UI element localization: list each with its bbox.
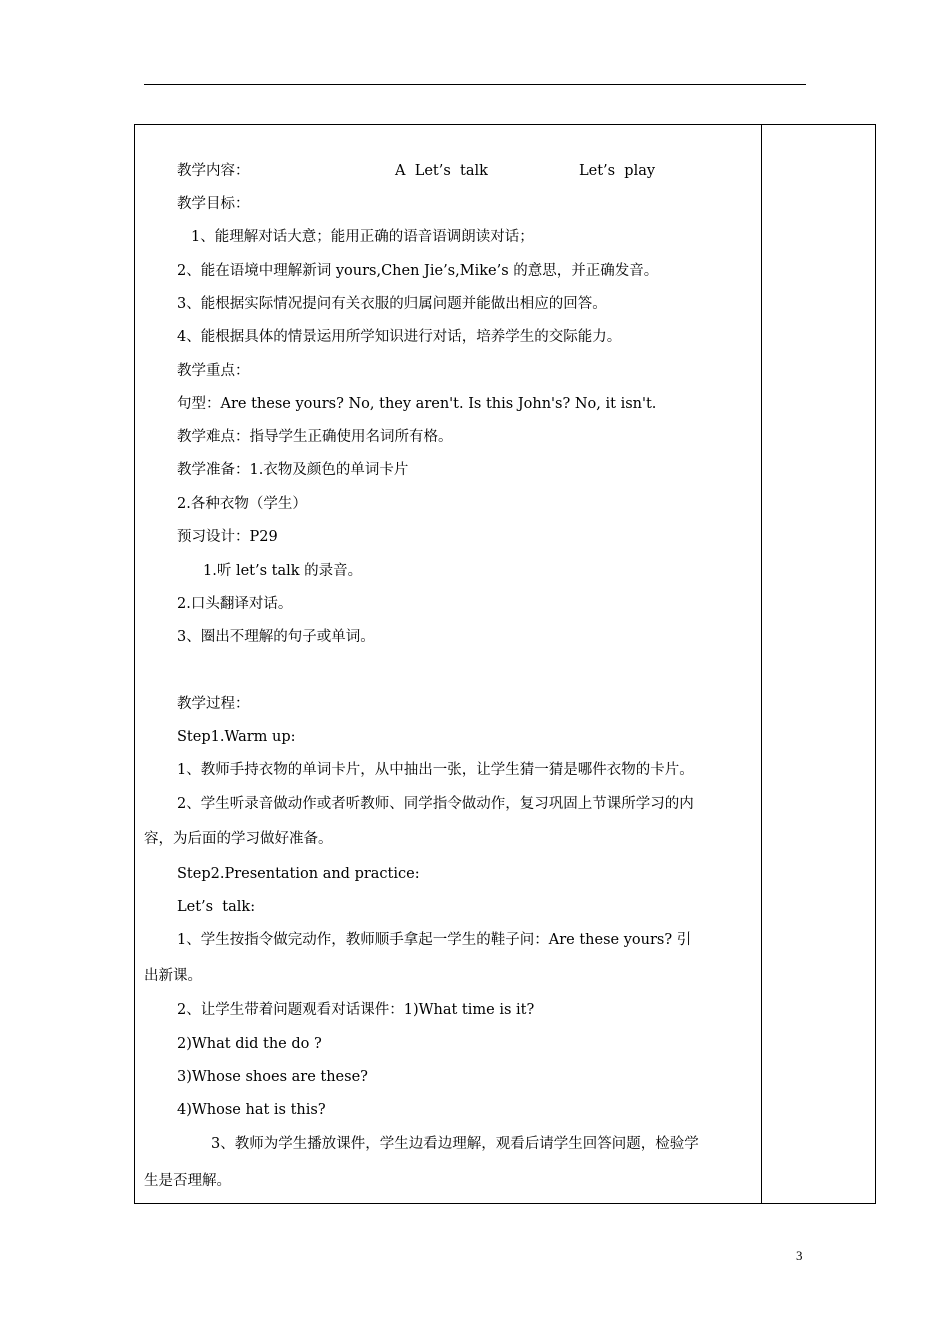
difficulty: 教学难点：指导学生正确使用名词所有格。: [177, 429, 453, 445]
goal-4: 4、能根据具体的情景运用所学知识进行对话，培养学生的交际能力。: [177, 329, 622, 345]
step2-item-1b: 出新课。: [144, 968, 202, 984]
process-label: 教学过程：: [177, 696, 250, 712]
content-row: [177, 161, 755, 181]
table-column-divider: [761, 124, 762, 1204]
content-part1: A Let’s talk: [395, 163, 488, 179]
step1-item-2a: 2、学生听录音做动作或者听教师、同学指令做动作，复习巩固上节课所学习的内: [177, 796, 694, 812]
header-rule: [144, 84, 806, 85]
step1-item-2b: 容，为后面的学习做好准备。: [144, 831, 333, 847]
step-1: Step1.Warm up:: [177, 729, 296, 745]
question-2: 2)What did the do ?: [177, 1036, 322, 1052]
step2-item-1a: 1、学生按指令做完动作，教师顺手拿起一学生的鞋子问：Are these yours? 引: [177, 932, 692, 948]
prep-1: 教学准备：1.衣物及颜色的单词卡片: [177, 462, 409, 478]
preview-1: 1.听 let’s talk 的录音。: [203, 563, 363, 579]
lets-talk: Let’s talk:: [177, 899, 256, 915]
step-2: Step2.Presentation and practice:: [177, 866, 420, 882]
goal-1: 1、能理解对话大意；能用正确的语音语调朗读对话；: [191, 229, 534, 245]
step1-item-1: 1、教师手持衣物的单词卡片，从中抽出一张，让学生猜一猜是哪件衣物的卡片。: [177, 762, 694, 778]
step2-item-3b: 生是否理解。: [144, 1173, 231, 1189]
preview-2: 2.口头翻译对话。: [177, 596, 293, 612]
page-number: 3: [796, 1248, 803, 1263]
content-part2: Let’s play: [579, 163, 656, 179]
content-label: 教学内容：: [177, 163, 250, 179]
goal-3: 3、能根据实际情况提问有关衣服的归属问题并能做出相应的回答。: [177, 296, 607, 312]
question-4: 4)Whose hat is this?: [177, 1102, 326, 1118]
focus-text: 句型：Are these yours? No, they aren't. Is this John's? No, it isn't.: [177, 396, 657, 412]
focus-label: 教学重点：: [177, 363, 250, 379]
preview-3: 3、圈出不理解的句子或单词。: [177, 629, 375, 645]
goals-label: 教学目标：: [177, 196, 250, 212]
question-3: 3)Whose shoes are these?: [177, 1069, 368, 1085]
prep-2: 2.各种衣物（学生）: [177, 496, 307, 512]
goal-2: 2、能在语境中理解新词 yours,Chen Jie’s,Mike’s 的意思，并正确发音。: [177, 263, 659, 279]
step2-item-3a: 3、教师为学生播放课件，学生边看边理解，观看后请学生回答问题，检验学: [211, 1136, 699, 1152]
step2-item-2: 2、让学生带着问题观看对话课件：1)What time is it?: [177, 1002, 535, 1018]
preview-label: 预习设计：P29: [177, 529, 278, 545]
